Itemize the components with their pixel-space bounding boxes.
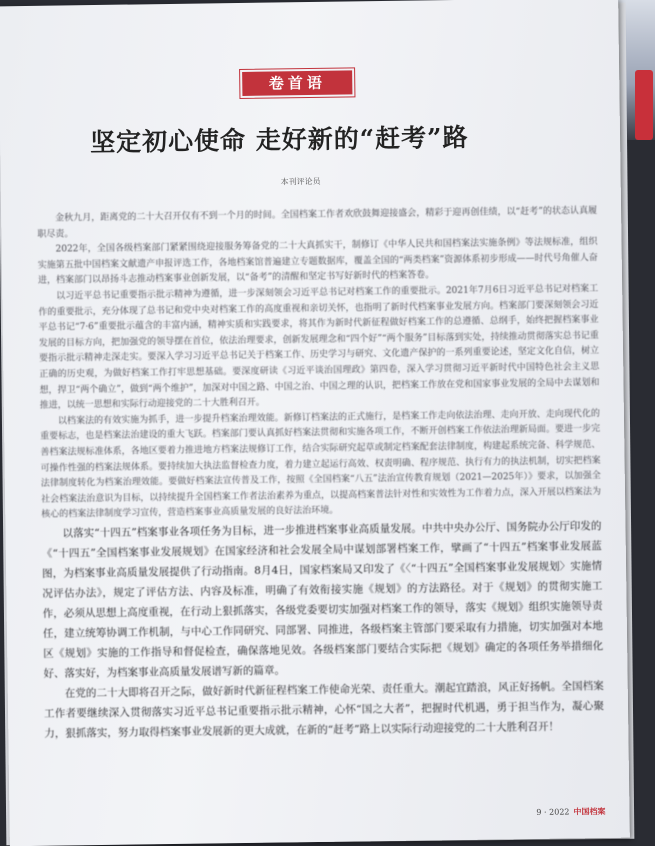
paragraph-6: 在党的二十大即将召开之际，做好新时代新征程档案工作使命光荣、责任重大。潮起宜踏浪，风正好扬帆。全国档案工作者要继续深入贯彻落实习近平总书记重要指示批示精神，心怀“国之大者”，把握时代机遇，勇于担当作为，凝心聚力，狠抓落实，努力取得档案事业发展新的更大成就，在新的“赶考”路上以实际行动迎接党的二十大胜利召开！ [43,679,605,740]
page-footer [536,806,605,818]
paragraph-5: 以落实“十四五”档案事业各项任务为目标，进一步推进档案事业高质量发展。中共中央办公厅、国务院办公厅印发的《“十四五”全国档案事业发展规划》在国家经济和社会发展全局中谋划部署档案工作，擘画了“十四五”档案事业发展蓝图，为档案事业高质量发展提供了行动指南。8月4日，国家档案局又印发了《〈“十四五”全国档案事业发展规划〉实施情况评估办法》，规定了评估方法、内容及标准，明确了有效衔接实施《规划》的方法路径。对于《规划》的贯彻实施工作，必须从思想上高度重视，在行动上狠抓落实，各级党委要切实加强对档案工作的领导，落实《规划》组织实施领导责任，建立统筹协调工作机制，与中心工作同研究、同部署、同推进，各级档案主管部门要采取有力措施，切实加强对本地区《规划》实施的工作指导和督促检查，确保落地见效。各级档案部门要结合实际把《规划》确定的各项任务举措细化好、落实好，为档案事业高质量发展谱写新的篇章。 [41,519,604,680]
section-tag-frame [239,67,355,99]
article-body [37,204,604,744]
article-title: 坚定初心使命 走好新的“赶考”路 [89,122,469,158]
paragraph-3: 以习近平总书记重要指示批示精神为遵循，进一步深刻领会习近平总书记对档案工作的重要批示。2021年7月6日习近平总书记对档案工作的重要批示，充分体现了总书记和党中央对档案工作的高度重视和亲切关怀，也指明了新时代档案事业发展方向。档案部门要深刻领会习近平总书记“7·6”重要批示蕴含的丰富内涵，精神实质和实践要求，将其作为新时代新征程做好档案工作的总遵循、总纲手，始终把握档案事业发展的目标方向，把加强党的领导摆在首位，依法治理要求，创新发展理念和“四个好”“两个服务”目标落到实处，持续推动贯彻落实总书记重要指示批示精神走深走实。要深入学习习近平总书记关于档案工作、历史学习与研究、文化遗产保护的一系列重要论述，坚定文化自信，树立正确的历史观，为做好档案工作打牢思想基础。要深度研读《习近平谈治国理政》第四卷，深入学习贯彻习近平新时代中国特色社会主义思想，捍卫“两个确立”，做到“两个维护”，加深对中国之路、中国之治、中国之理的认识，把档案工作放在党和国家事业发展的全局中去谋划和推进，以统一思想和实际行动迎接党的二十大胜利召开。 [38,283,600,411]
issue-number: 9 · 2022 [536,807,570,817]
magazine-brand: 中国档案 [573,805,606,817]
paragraph-1: 金秋九月，距离党的二十大召开仅有不到一个月的时间。全国档案工作者欢欣鼓舞迎接盛会，精彩于迎再创佳绩，以“赶考”的状态认真履职尽责。 [37,206,598,240]
background-red-cover [635,70,653,140]
section-tag: 卷首语 [242,70,352,96]
article-byline: 本刊评论员 [280,176,321,187]
paragraph-2: 2022年，全国各级档案部门紧紧围绕迎接服务筹备党的二十大真抓实干，制修订《中华人民共和国档案法实施条例》等法规标准，组织实施第五批中国档案文献遗产申报评选工作，各地档案馆普遍建立专题数据库，覆盖全国的“两类档案”资源体系初步形成——时代号角催人奋进，档案部门以昂扬斗志推动档案事业创新发展，以“备考”的清醒和坚定书写好新时代的档案答卷。 [37,237,598,287]
paragraph-4: 以档案法的有效实施为抓手，进一步提升档案治理效能。新修订档案法的正式施行，是档案工作走向依法治理、走向开放、走向现代化的重要标志，也是档案法治建设的重大飞跃。档案部门要认真抓好档案法贯彻和实施各项工作，不断开创档案工作依法治理新局面。要进一步完善档案法规标准体系，各地区要着力推进地方档案法规修订工作，结合实际研究起草或制定档案配套法律制度，构建起系统完备、科学规范、可操作性强的档案法规体系。要持续加大执法监督检查力度，着力建立起运行高效、权责明确、程序规范、执行有力的执法机制，切实把档案法律制度转化为档案治理效能。要做好档案法宣传普及工作，按照《全国档案“八五”法治宣传教育规划（2021—2025年）》要求，以加强全社会档案法治意识为目标，以持续提升全国档案工作者法治素养为重点，以提高档案普法针对性和实效性为工作着力点，深入开展以档案法为核心的档案法律制度学习宣传，营造档案事业高质量发展的良好法治环境。 [40,408,602,521]
